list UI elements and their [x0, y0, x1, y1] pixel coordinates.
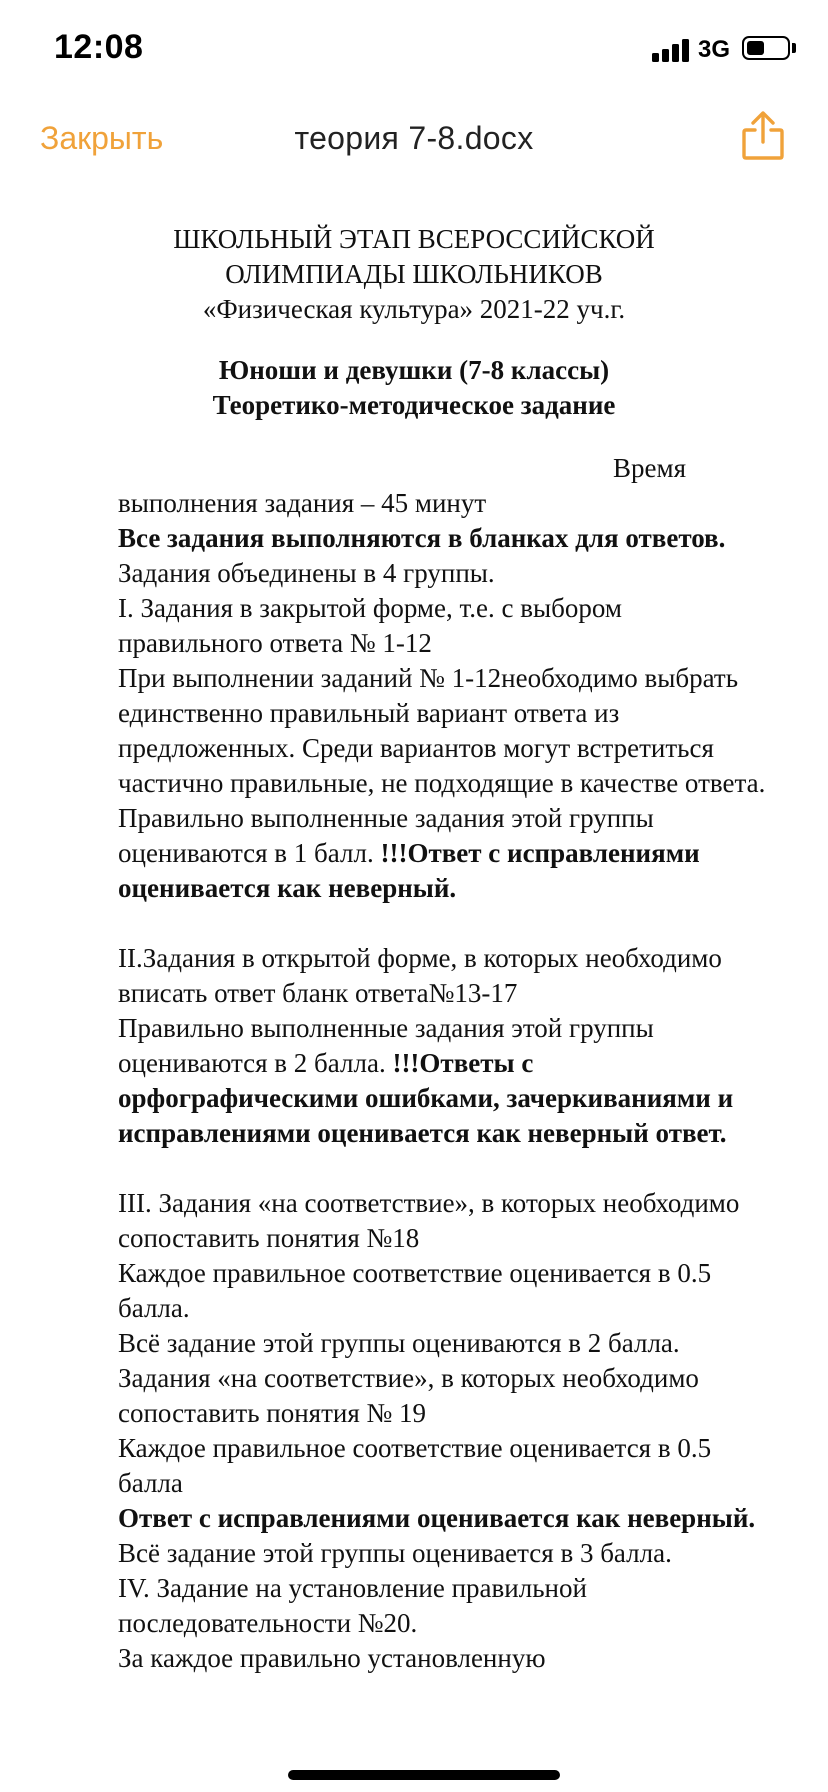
time-label: Время [613, 453, 686, 483]
battery-tip [792, 43, 796, 53]
group3-total-b: Всё задание этой группы оценивается в 3 балла. [118, 1538, 672, 1568]
group2-warning: !!!Ответы с орфографическими ошибками, зачеркиваниями и исправлениями оценивается как неверный ответ. [118, 1048, 734, 1148]
subheading-line-2: Теоретико-методическое задание [212, 390, 616, 420]
share-button[interactable] [740, 110, 786, 162]
group3-total-a: Всё задание этой группы оцениваются в 2 балла. [118, 1328, 680, 1358]
group2-title: II.Задания в открытой форме, в которых необходимо вписать ответ бланк ответа№13-17 [118, 943, 722, 1008]
group2-score-paragraph [118, 1011, 768, 1151]
paragraph-gap [118, 906, 768, 941]
group1-instruction: При выполнении заданий № 1-12необходимо выбрать единственно правильный вариант ответа из предложенных. Среди вариантов могут встретиться частично правильные, не подходящие в качестве ответа. [118, 663, 766, 798]
document-body [118, 486, 768, 1676]
groups-intro: Задания объединены в 4 группы. [118, 558, 495, 588]
navigation-bar [0, 96, 828, 186]
group1-score-paragraph [118, 801, 768, 906]
group4-title: IV. Задание на установление правильной последовательности №20. [118, 1573, 587, 1638]
all-tasks-note: Все задания выполняются в бланках для ответов. [118, 523, 726, 553]
document-header [0, 222, 828, 327]
status-time: 12:08 [54, 28, 144, 66]
battery-icon [742, 36, 790, 60]
group3-title: III. Задания «на соответствие», в которых необходимо сопоставить понятия №18 [118, 1188, 740, 1253]
header-line-3: «Физическая культура» 2021-22 уч.г. [202, 294, 626, 324]
time-duration: выполнения задания – 45 минут [118, 488, 487, 518]
document-content [0, 186, 828, 1676]
document-subheading [0, 353, 828, 423]
group3-warning: Ответ с исправлениями оценивается как неверный. [118, 1503, 756, 1533]
group1-title: I. Задания в закрытой форме, т.е. с выбором правильного ответа № 1-12 [118, 593, 622, 658]
close-button[interactable]: Закрыть [40, 120, 164, 156]
share-icon [740, 110, 786, 162]
group3-each-b: Каждое правильное соответствие оценивается в 0.5 балла [118, 1433, 712, 1498]
header-line-2: ОЛИМПИАДЫ ШКОЛЬНИКОВ [225, 259, 603, 289]
group3-title-b: Задания «на соответствие», в которых необходимо сопоставить понятия № 19 [118, 1363, 699, 1428]
subheading-line-1: Юноши и девушки (7-8 классы) [218, 355, 610, 385]
paragraph-gap [118, 1151, 768, 1186]
battery-level-fill [747, 41, 764, 55]
cellular-signal-icon [652, 38, 690, 62]
group1-score: Правильно выполненные задания этой группы оцениваются в 1 балл. [118, 803, 654, 868]
group3-each-a: Каждое правильное соответствие оценивается в 0.5 балла. [118, 1258, 712, 1323]
group2-score: Правильно выполненные задания этой группы оцениваются в 2 балла. [118, 1013, 654, 1078]
header-line-1: ШКОЛЬНЫЙ ЭТАП ВСЕРОССИЙСКОЙ [173, 224, 655, 254]
status-bar [0, 0, 828, 96]
group1-warning: !!!Ответ с исправлениями оценивается как неверный. [118, 838, 700, 903]
home-indicator[interactable] [288, 1770, 560, 1780]
network-type: 3G [698, 36, 731, 63]
document-title: теория 7-8.docx [294, 120, 534, 156]
group4-partial: За каждое правильно установленную [118, 1643, 546, 1673]
